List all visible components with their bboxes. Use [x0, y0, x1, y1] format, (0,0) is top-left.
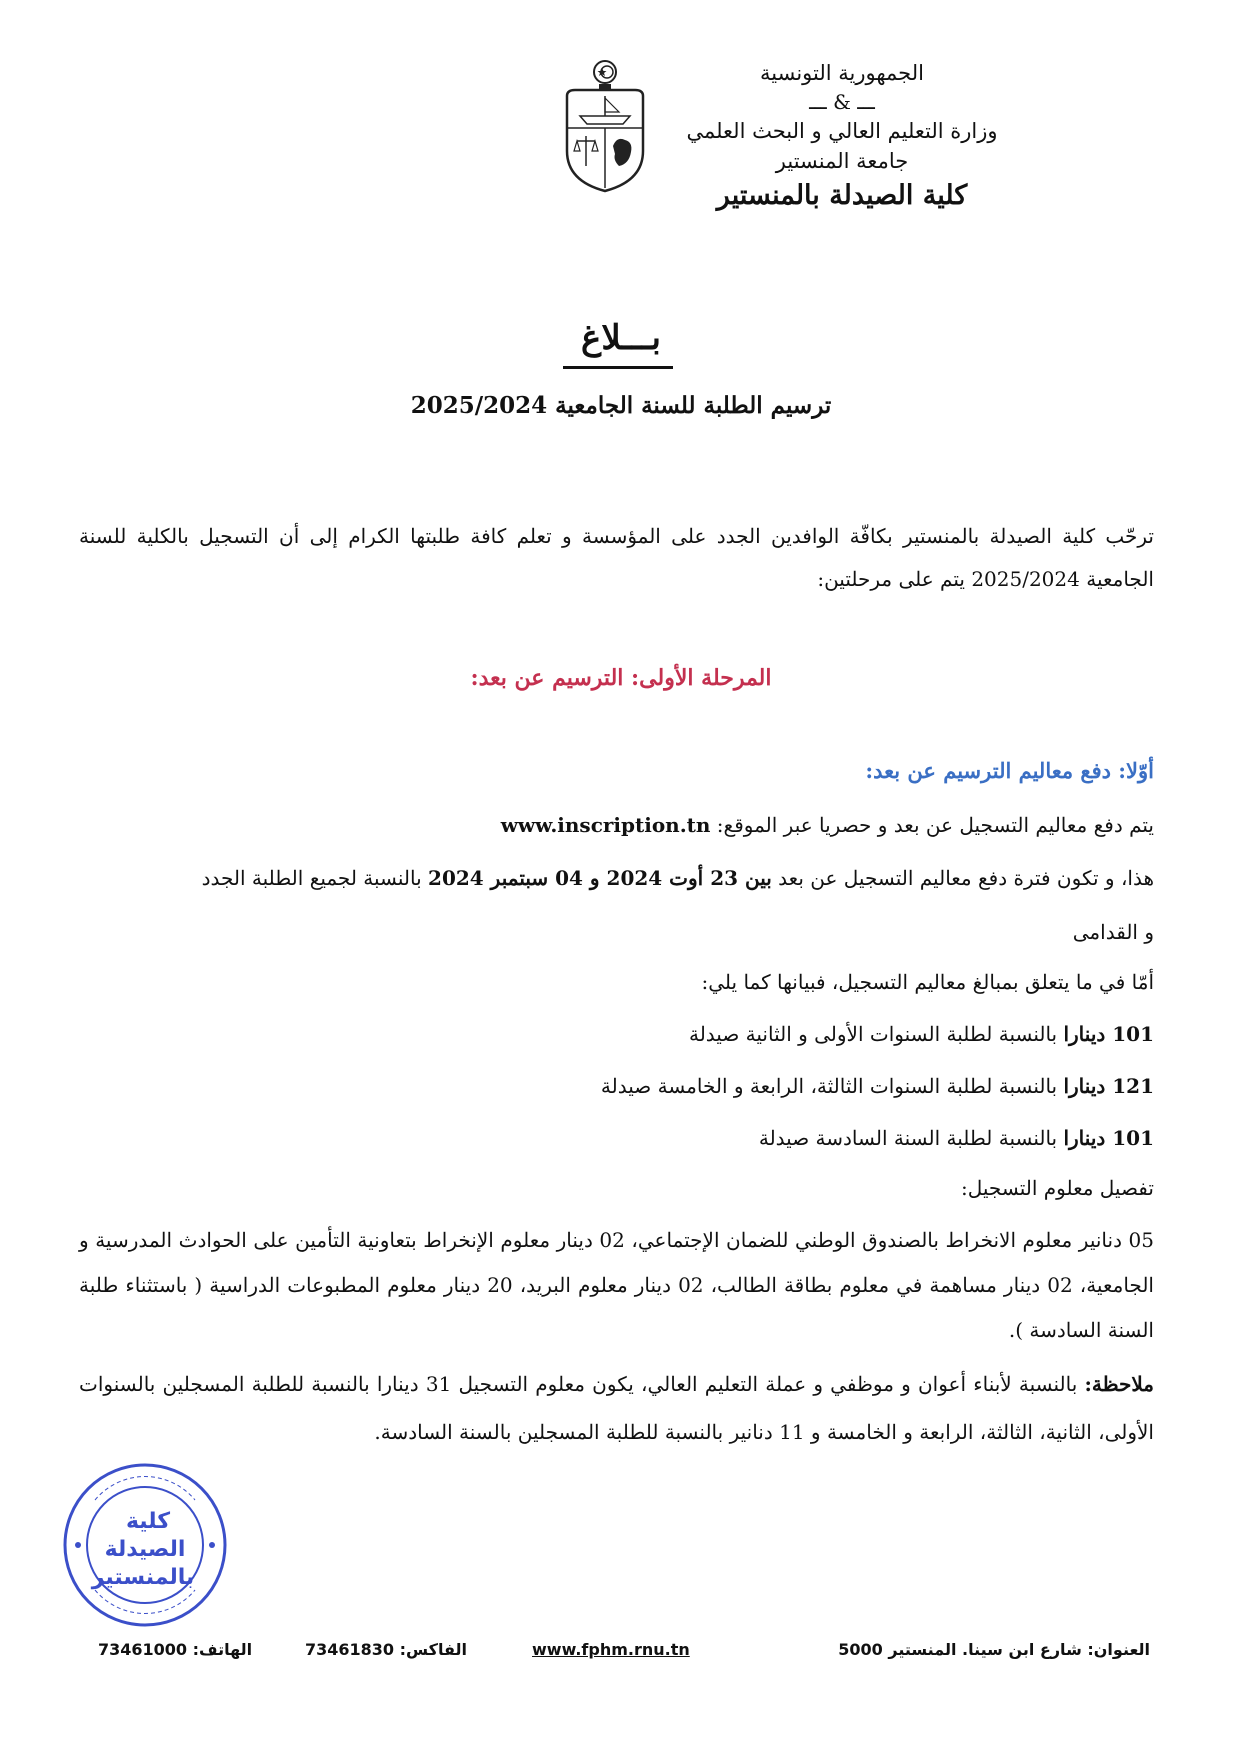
- footer-address: العنوان: شارع ابن سينا. المنستير 5000: [838, 1640, 1150, 1659]
- title-underline: [563, 366, 673, 369]
- faculty-stamp: [60, 1460, 230, 1630]
- period-dates: بين 23 أوت 2024 و 04 سبتمبر 2024: [428, 866, 772, 890]
- faculty-name: كلية الصيدلة بالمنستير: [716, 180, 968, 211]
- period-line: [79, 858, 1154, 898]
- fee-amount: 101 دينارا: [1063, 1022, 1154, 1046]
- stamp-line-1: كلية: [125, 1509, 171, 1534]
- notice-title: بـــلاغ: [581, 318, 661, 358]
- phone-number: 73461000: [98, 1640, 188, 1659]
- inscription-site-link[interactable]: www.inscription.tn: [500, 813, 711, 837]
- phone-label: الهاتف:: [192, 1640, 253, 1659]
- notice-subtitle: ترسيم الطلبة للسنة الجامعية 2025/2024: [410, 392, 832, 419]
- letterhead: [662, 58, 1022, 216]
- tunisia-emblem-icon: [555, 56, 655, 196]
- period-text-1: هذا، و تكون فترة دفع معاليم التسجيل عن بعد: [771, 866, 1154, 890]
- fee-item: [79, 1014, 1154, 1054]
- detail-paragraph: 05 دنانير معلوم الانخراط بالصندوق الوطني للضمان الإجتماعي، 02 دينار معلوم الإنخراط بتعاونية التأمين على الحوادث المدرسية و الجامعية، 02 دينار مساهمة في معلوم بطاقة الطالب، 02 دينار معلوم البريد، 20 دينار معلوم المطبوعات الدراسية ( باستثناء طلبة السنة السادسة ).: [79, 1228, 1154, 1342]
- ministry-name: وزارة التعليم العالي و البحث العلمي: [686, 119, 998, 143]
- fee-desc: بالنسبة لطلبة السنة السادسة صيدلة: [758, 1126, 1064, 1150]
- stamp-line-2: الصيدلة: [104, 1537, 186, 1562]
- footer-phone: [98, 1640, 252, 1659]
- footer-website-link[interactable]: www.fphm.rnu.tn: [532, 1640, 690, 1659]
- fee-desc: بالنسبة لطلبة السنوات الأولى و الثانية صيدلة: [688, 1022, 1064, 1046]
- note-label: ملاحظة:: [1084, 1372, 1155, 1396]
- footer-fax: [305, 1640, 467, 1659]
- fee-item: [79, 1066, 1154, 1106]
- fee-item: [79, 1118, 1154, 1158]
- payment-text: يتم دفع معاليم التسجيل عن بعد و حصريا عبر الموقع:: [710, 813, 1154, 837]
- stage-heading: المرحلة الأولى: الترسيم عن بعد:: [470, 665, 772, 691]
- footer-website[interactable]: [532, 1640, 690, 1659]
- amounts-intro: أمّا في ما يتعلق بمبالغ معاليم التسجيل، فبيانها كما يلي:: [701, 970, 1154, 994]
- university-name: جامعة المنستير: [775, 149, 909, 173]
- note-paragraph: [79, 1360, 1154, 1456]
- stamp-line-3: بالمنستير: [91, 1565, 195, 1590]
- payment-line: [79, 805, 1154, 845]
- fax-label: الفاكس:: [399, 1640, 467, 1659]
- note-text: بالنسبة لأبناء أعوان و موظفي و عملة التعليم العالي، يكون معلوم التسجيل 31 دينارا بالنسبة للطلبة المسجلين بالسنوات الأولى، الثانية، الثالثة، الرابعة و الخامسة و 11 دنانير بالنسبة للطلبة المسجلين بالسنة السادسة.: [79, 1372, 1154, 1444]
- period-line-2: و القدامى: [1072, 920, 1154, 944]
- detail-heading: تفصيل معلوم التسجيل:: [961, 1176, 1154, 1200]
- republic-name: الجمهورية التونسية: [760, 61, 924, 85]
- fee-desc: بالنسبة لطلبة السنوات الثالثة، الرابعة و الخامسة صيدلة: [600, 1074, 1064, 1098]
- section-heading: أوّلا: دفع معاليم الترسيم عن بعد:: [865, 758, 1154, 783]
- fee-amount: 121 دينارا: [1063, 1074, 1154, 1098]
- fax-number: 73461830: [305, 1640, 395, 1659]
- header-separator: ـــ & ـــ: [809, 90, 875, 114]
- intro-paragraph: ترحّب كلية الصيدلة بالمنستير بكافّة الوافدين الجدد على المؤسسة و تعلم كافة طلبتها الكرام إلى أن التسجيل بالكلية للسنة الجامعية 2025/2024 يتم على مرحلتين:: [79, 524, 1154, 591]
- fee-amount: 101 دينارا: [1063, 1126, 1154, 1150]
- period-text-2: بالنسبة لجميع الطلبة الجدد: [201, 866, 429, 890]
